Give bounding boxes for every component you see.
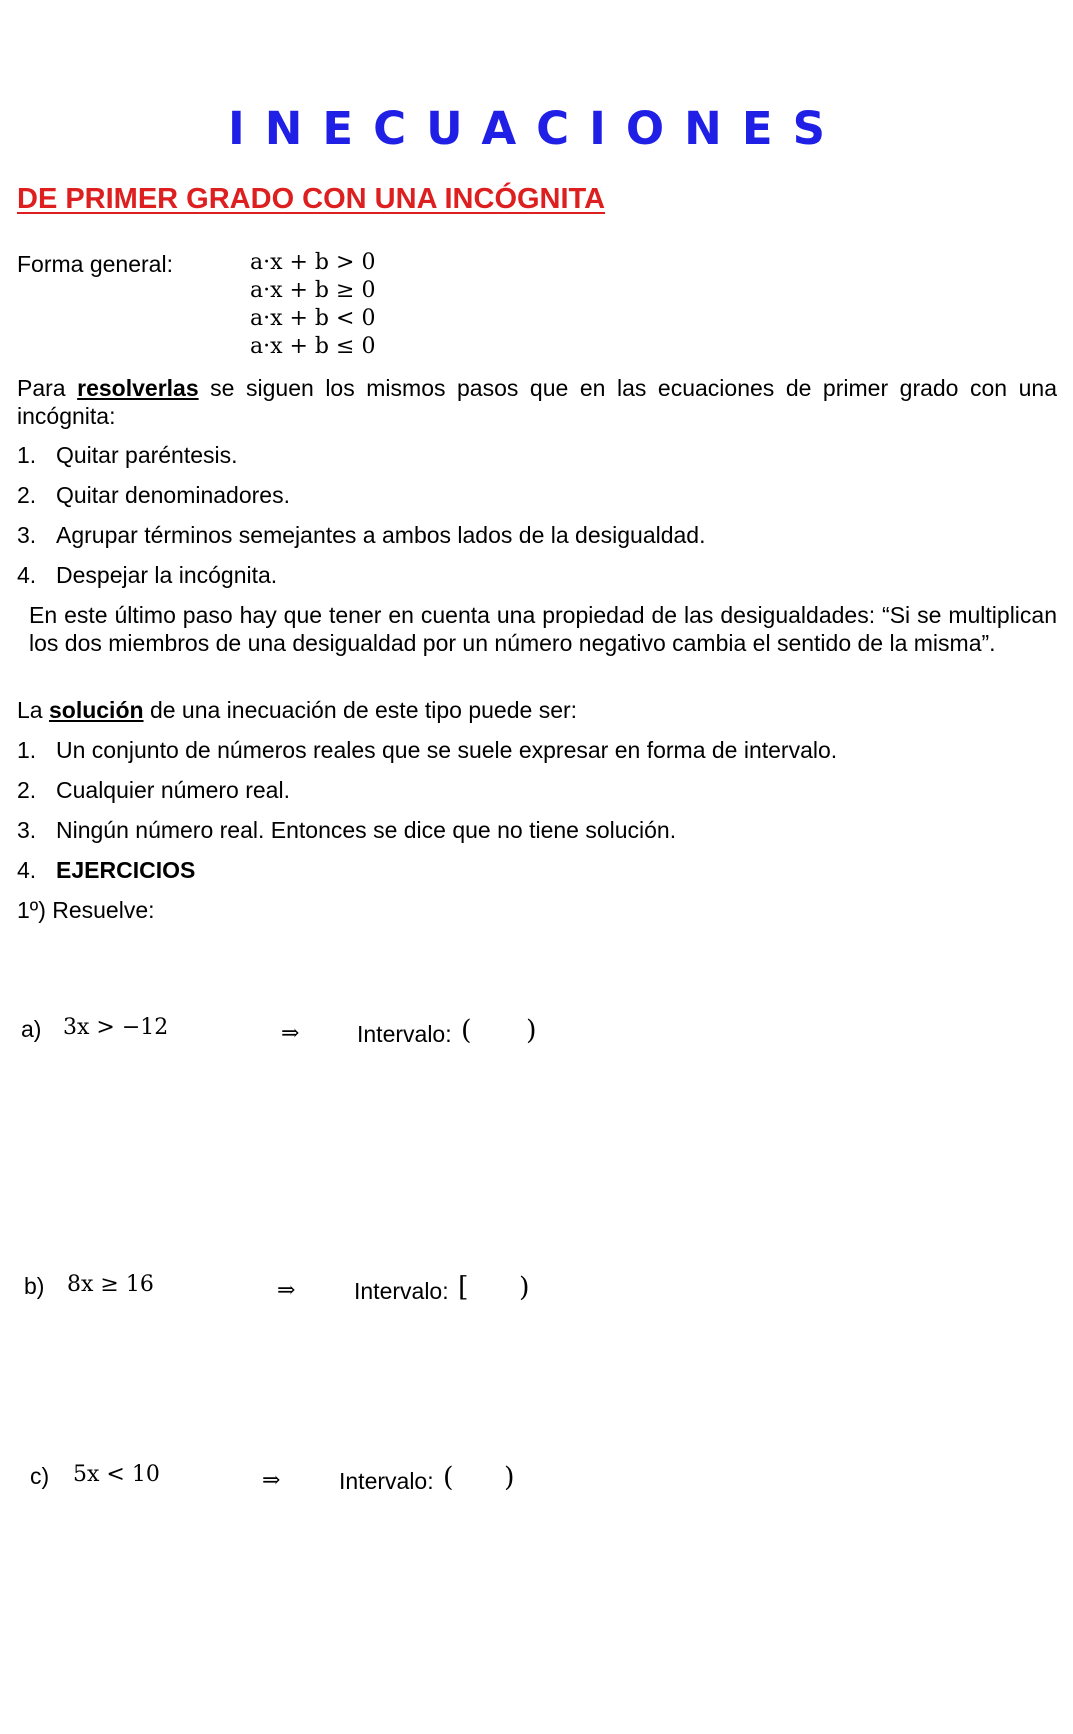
section-subtitle: DE PRIMER GRADO CON UNA INCÓGNITA bbox=[17, 183, 606, 215]
solution-number: 4. bbox=[17, 857, 37, 883]
general-form-1: a·x + b > 0 bbox=[250, 250, 376, 275]
general-form-2: a·x + b ≥ 0 bbox=[250, 278, 376, 303]
implies-arrow-icon: ⇒ bbox=[277, 1278, 296, 1303]
step-text: Agrupar términos semejantes a ambos lados de la desigualdad. bbox=[56, 522, 706, 548]
exercise-inequality: 8x ≥ 16 bbox=[67, 1272, 154, 1297]
exercises-heading: EJERCICIOS bbox=[56, 857, 196, 883]
implies-arrow-icon: ⇒ bbox=[262, 1468, 281, 1493]
step-text: Quitar paréntesis. bbox=[56, 442, 238, 468]
implies-arrow-icon: ⇒ bbox=[281, 1021, 300, 1046]
step-item bbox=[17, 441, 238, 469]
solution-text: Cualquier número real. bbox=[56, 777, 290, 803]
interval-open-bracket: ( bbox=[443, 1462, 454, 1493]
solution-number: 3. bbox=[17, 817, 37, 843]
exercise-label: c) bbox=[30, 1463, 50, 1489]
solution-item bbox=[17, 816, 676, 844]
interval-label: Intervalo: bbox=[354, 1278, 449, 1304]
exercise-label: a) bbox=[21, 1016, 42, 1042]
solution-text: Ningún número real. Entonces se dice que no tiene solución. bbox=[56, 817, 677, 843]
solution-text: Un conjunto de números reales que se suele expresar en forma de intervalo. bbox=[56, 737, 838, 763]
general-form-label: Forma general: bbox=[17, 251, 173, 277]
step-text: Quitar denominadores. bbox=[56, 482, 290, 508]
step-number: 3. bbox=[17, 522, 37, 548]
step-item bbox=[17, 481, 290, 509]
page-title: INECUACIONES bbox=[228, 102, 845, 155]
exercise-label: b) bbox=[24, 1273, 45, 1299]
interval-label: Intervalo: bbox=[339, 1468, 434, 1494]
general-form-3: a·x + b < 0 bbox=[250, 306, 376, 331]
resolve-after: se siguen los mismos pasos que en las ecuaciones de primer grado con una incógnita: bbox=[17, 375, 1058, 429]
exercise-inequality: 5x < 10 bbox=[73, 1462, 160, 1487]
step-number: 2. bbox=[17, 482, 37, 508]
solution-item bbox=[17, 776, 290, 804]
exercise-heading: 1º) Resuelve: bbox=[17, 897, 155, 923]
interval-label: Intervalo: bbox=[357, 1021, 452, 1047]
solution-number: 2. bbox=[17, 777, 37, 803]
exercise-inequality: 3x > −12 bbox=[63, 1015, 169, 1040]
resolve-before: Para bbox=[17, 375, 66, 401]
interval-open-bracket: [ bbox=[458, 1272, 469, 1303]
solution-bold: solución bbox=[48, 697, 144, 723]
solution-before: La bbox=[17, 697, 43, 723]
solution-paragraph bbox=[17, 696, 577, 724]
step-text: Despejar la incógnita. bbox=[56, 562, 278, 588]
interval-close-bracket: ) bbox=[519, 1272, 530, 1303]
solution-after: de una inecuación de este tipo puede ser: bbox=[149, 697, 578, 723]
step-item bbox=[17, 561, 277, 589]
step-item bbox=[17, 521, 706, 549]
step-number: 4. bbox=[17, 562, 37, 588]
resolve-bold: resolverlas bbox=[77, 375, 199, 401]
interval-close-bracket: ) bbox=[504, 1462, 515, 1493]
resolve-paragraph bbox=[17, 374, 1057, 430]
interval-close-bracket: ) bbox=[526, 1015, 537, 1046]
solution-number: 1. bbox=[17, 737, 37, 763]
solution-item bbox=[17, 736, 837, 764]
property-note: En este último paso hay que tener en cuenta una propiedad de las desigualdades: “Si se multiplican los dos miembros de una desigualdad por un número negativo cambia el sentido de la misma”. bbox=[29, 602, 1057, 656]
general-form-4: a·x + b ≤ 0 bbox=[250, 334, 376, 359]
solution-item bbox=[17, 856, 195, 884]
interval-open-bracket: ( bbox=[461, 1015, 472, 1046]
step-number: 1. bbox=[17, 442, 37, 468]
